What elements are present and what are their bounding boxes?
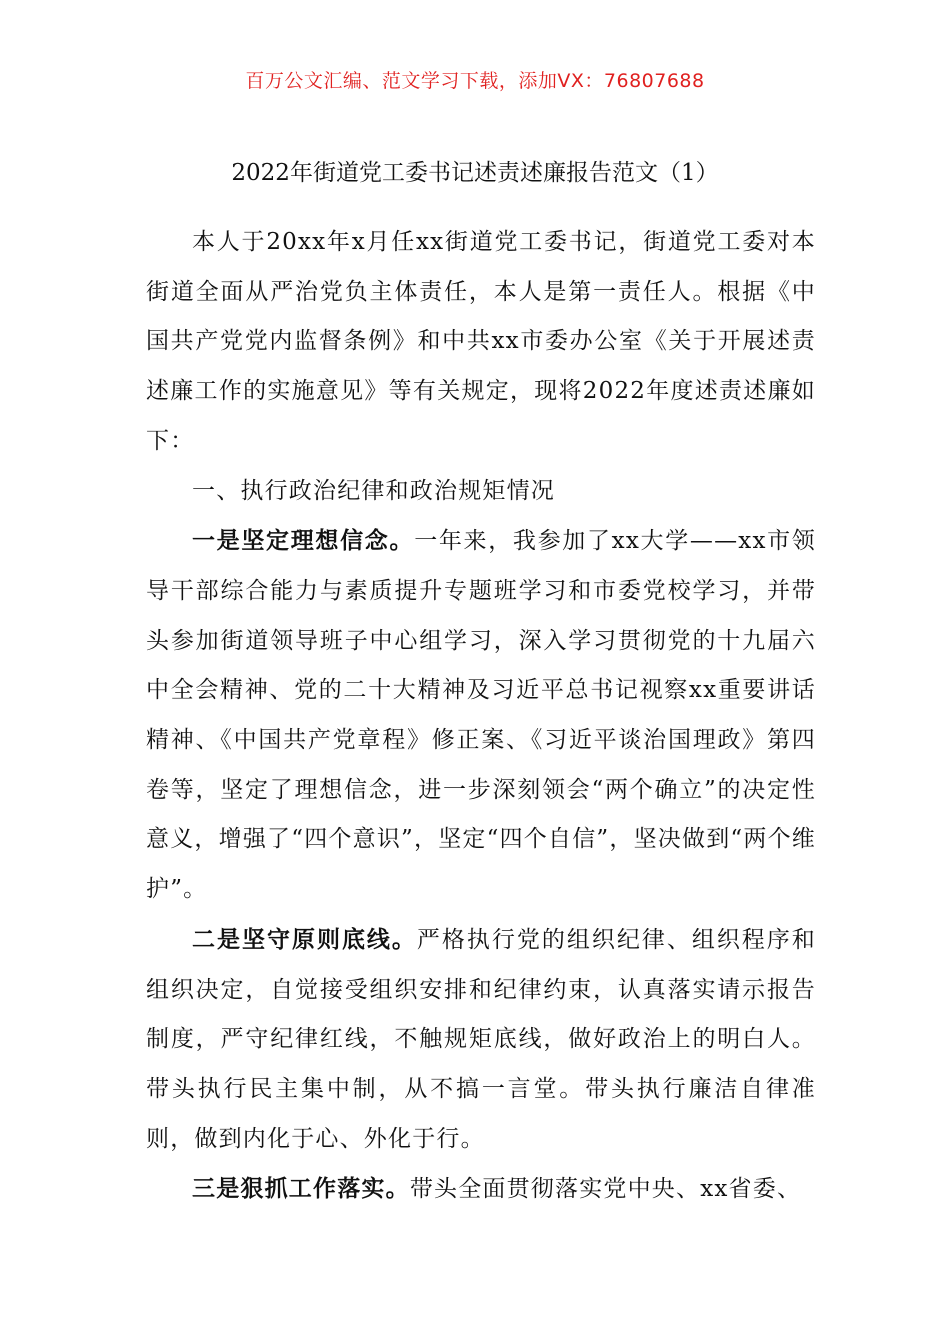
- paragraph-text: 一年来，我参加了xx大学——xx市领导干部综合能力与素质提升专题班学习和市委党校学习，并带头参加街道领导班子中心组学习，深入学习贯彻党的十九届六中全会精神、党的二十大精神及习近平总书记视察xx重要讲话精神、《中国共产党章程》修正案、《习近平谈治国理政》第四卷等，坚定了理想信念，进一步深刻领会“两个确立”的决定性意义，增强了“四个意识”，坚定“四个自信”，坚决做到“两个维护”。: [146, 528, 816, 903]
- paragraph-text: 本人于20xx年x月任xx街道党工委书记，街道党工委对本街道全面从严治党负主体责任，本人是第一责任人。根据《中国共产党党内监督条例》和中共xx市委办公室《关于开展述责述廉工作的实施意见》等有关规定，现将2022年度述责述廉如下：: [146, 229, 816, 454]
- paragraph-lead: 三是狠抓工作落实。: [192, 1175, 410, 1203]
- paragraph-lead: 二是坚守原则底线。: [192, 925, 417, 953]
- paragraph-intro: [146, 218, 816, 467]
- paragraph-text: 严格执行党的组织纪律、组织程序和组织决定，自觉接受组织安排和纪律约束，认真落实请示报告制度，严守纪律红线，不触规矩底线，做好政治上的明白人。带头执行民主集中制，从不搞一言堂。带头执行廉洁自律准则，做到内化于心、外化于行。: [146, 926, 816, 1152]
- document-body: [146, 218, 816, 1215]
- paragraph-item-1: [146, 516, 816, 915]
- paragraph-item-2: [146, 915, 816, 1165]
- paragraph-text: 带头全面贯彻落实党中央、xx省委、: [409, 1176, 802, 1203]
- paragraph-item-3: [146, 1164, 816, 1215]
- section-heading: [146, 467, 816, 517]
- document-title: 2022年街道党工委书记述责述廉报告范文（1）: [231, 160, 719, 186]
- watermark-banner: 百万公文汇编、范文学习下载，添加VX：76807688: [245, 70, 705, 92]
- paragraph-lead: 一是坚定理想信念。: [192, 527, 415, 555]
- section-heading-text: 一、执行政治纪律和政治规矩情况: [192, 477, 555, 504]
